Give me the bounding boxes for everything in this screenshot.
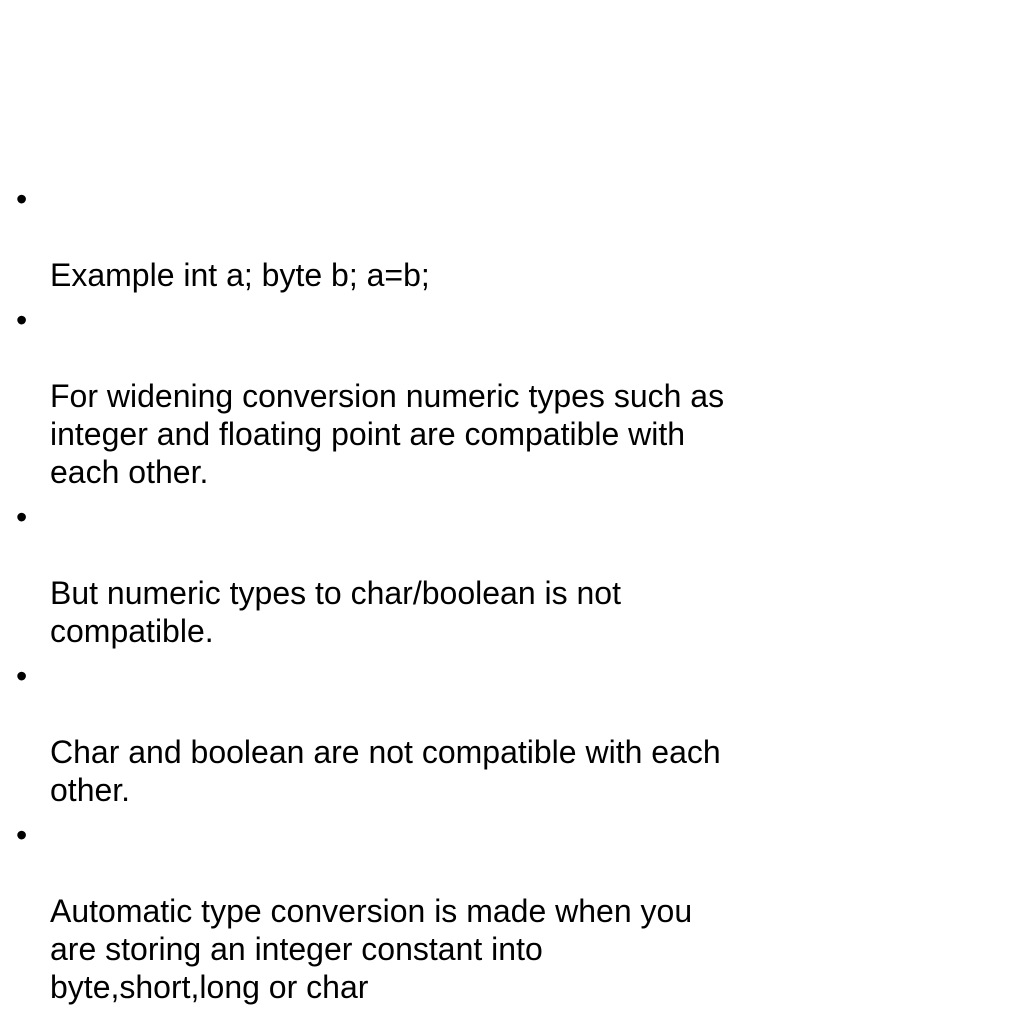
bullet-item <box>16 657 916 809</box>
bullet-marker: • <box>16 817 28 853</box>
bullet-text: Char and boolean are not compatible with each other. <box>50 734 721 808</box>
bullet-marker: • <box>16 302 28 338</box>
bullet-item <box>16 180 916 294</box>
bullet-item <box>16 816 916 1006</box>
bullet-text: Example int a; byte b; a=b; <box>50 257 430 293</box>
bullet-text: Automatic type conversion is made when you are storing an integer constant into byte,short,long or char <box>50 893 693 1005</box>
bullet-marker: • <box>16 499 28 535</box>
bullet-item <box>16 498 916 650</box>
bullet-list <box>16 180 916 1013</box>
bullet-marker: • <box>16 181 28 217</box>
bullet-marker: • <box>16 658 28 694</box>
bullet-item <box>16 301 916 491</box>
bullet-text: For widening conversion numeric types such as integer and floating point are compatible with each other. <box>50 378 725 490</box>
bullet-text: But numeric types to char/boolean is not compatible. <box>50 575 621 649</box>
